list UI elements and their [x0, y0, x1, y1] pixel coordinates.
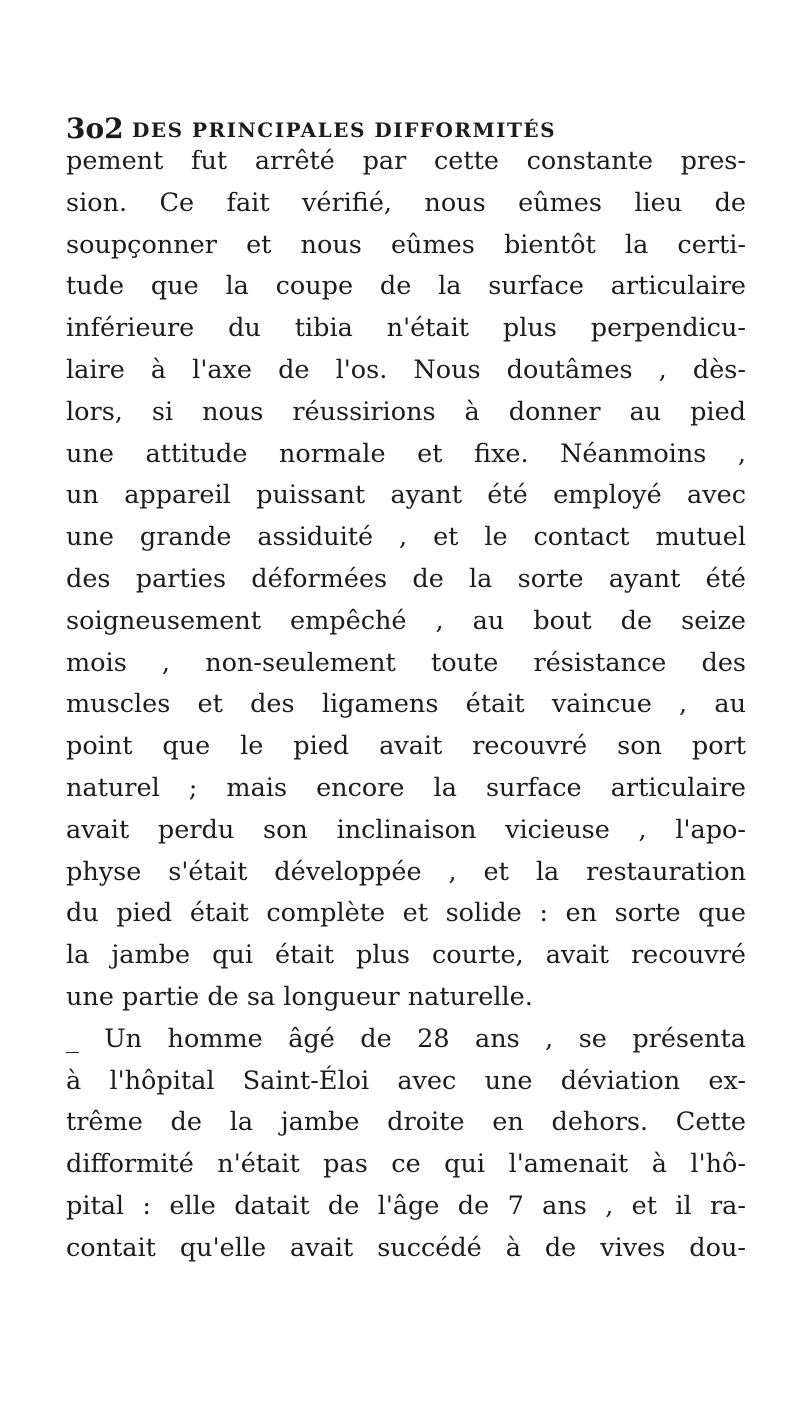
text-line: une attitude normale et fixe. Néanmoins , [66, 438, 746, 469]
text-line: tude que la coupe de la surface articulaire [66, 271, 746, 302]
text-line: muscles et des ligamens était vaincue , au [66, 689, 746, 720]
running-title: DES PRINCIPALES DIFFORMITÉS [132, 118, 557, 142]
text-line: physe s'était développée , et la restauration [66, 856, 746, 887]
text-line: avait perdu son inclinaison vicieuse , l'apo- [66, 814, 746, 845]
text-line: point que le pied avait recouvré son port [66, 731, 746, 762]
text-line: des parties déformées de la sorte ayant été [66, 563, 746, 594]
body-text [66, 141, 746, 1270]
text-line: soupçonner et nous eûmes bientôt la certi- [66, 229, 746, 260]
text-line: une partie de sa longueur naturelle. [66, 981, 533, 1012]
text-line: lors, si nous réussirions à donner au pied [66, 396, 746, 427]
text-line: laire à l'axe de l'os. Nous doutâmes , dès- [66, 354, 746, 385]
text-line: mois , non-seulement toute résistance des [66, 647, 746, 678]
text-line: contait qu'elle avait succédé à de vives dou- [66, 1232, 746, 1263]
text-line: _ Un homme âgé de 28 ans , se présenta [66, 1023, 746, 1054]
page-number: 3o2 [66, 112, 124, 145]
text-line: trême de la jambe droite en dehors. Cette [66, 1107, 746, 1138]
text-line: à l'hôpital Saint-Éloi avec une déviation ex- [66, 1065, 746, 1096]
text-line: un appareil puissant ayant été employé avec [66, 480, 746, 511]
text-line: naturel ; mais encore la surface articulaire [66, 772, 746, 803]
text-line: inférieure du tibia n'était plus perpendicu- [66, 313, 746, 344]
text-line: du pied était complète et solide : en sorte que [66, 898, 746, 929]
text-line: difformité n'était pas ce qui l'amenait à l'hô- [66, 1149, 746, 1180]
text-line: soigneusement empêché , au bout de seize [66, 605, 746, 636]
text-line: pement fut arrêté par cette constante pres- [66, 146, 746, 176]
text-line: la jambe qui était plus courte, avait recouvré [66, 940, 746, 971]
text-line: une grande assiduité , et le contact mutuel [66, 522, 746, 553]
text-line: pital : elle datait de l'âge de 7 ans , et il ra- [66, 1190, 746, 1221]
text-line: sion. Ce fait vérifié, nous eûmes lieu de [66, 187, 746, 218]
